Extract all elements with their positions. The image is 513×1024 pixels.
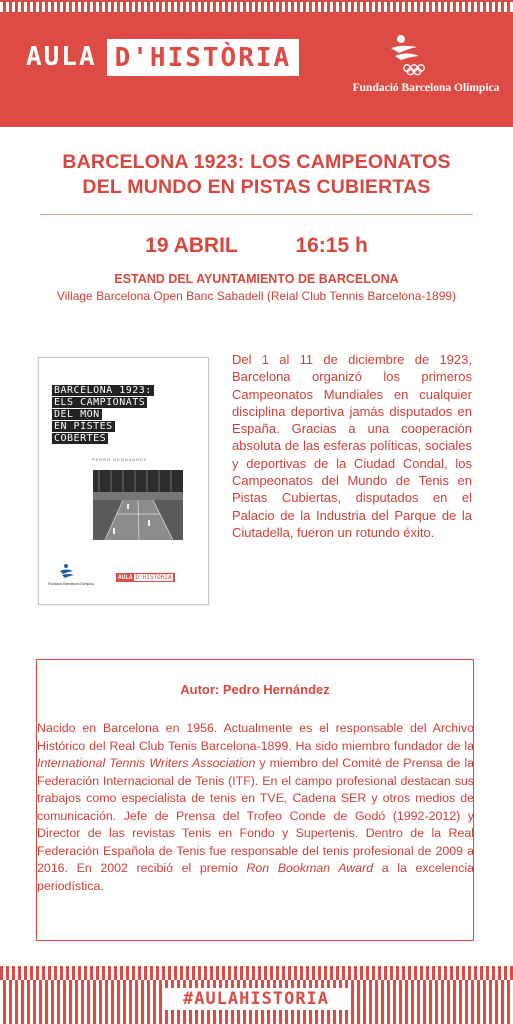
book-cover-photo (93, 470, 183, 540)
event-title (20, 150, 493, 200)
book-title-line: DEL MÓN (54, 409, 100, 420)
book-title-line: ELS CAMPIONATS (54, 397, 146, 408)
event-title-line-2: DEL MUNDO EN PISTAS CUBIERTAS (82, 176, 431, 198)
dotted-border-top (0, 0, 513, 14)
event-description: Del 1 al 11 de diciembre de 1923, Barcelona organizó los primeros Campeonatos Mundiales en cualquier disciplina deportiva jamás disputados en España. Gracias a una cooperación absoluta de las esferas políticas, sociales y deportivas de la Ciudad Condal, los Campeonatos del Mundo de Tenis en Pistas Cubiertas, disputados en el Palacio de la Industria del Parque de la Ciutadella, fueron un rotundo éxito. (232, 352, 472, 540)
aula-historia-logo (26, 40, 299, 74)
book-title (52, 385, 154, 445)
event-venue: ESTAND DEL AYUNTAMIENTO DE BARCELONA (114, 272, 399, 286)
event-time: 16:15 h (295, 234, 368, 257)
book-foundation-name: Fundació Barcelona Olímpica (48, 582, 94, 586)
hashtag-label: #AULAHISTORIA (163, 988, 349, 1010)
bio-text-2: y miembro del Comité de Prensa de la Federación Internacional de Tenis (ITF). En el campo profesional destacan sus trabajos como especialista de tenis en TVE, Cadena SER y otros medios de comunicación. Jefe de Prensa del Trofeo Conde de Godó (1992-2012) y Director de las revistas Tenis en Fondo y Supertenis. Dentro de la Real Federación Española de Tenis fue responsable del tenis profesional de 2009 a 2016. En 2002 recibió el premio (37, 756, 474, 875)
bio-text-1: Nacido en Barcelona en 1956. Actualmente es el responsable del Archivo Histórico del Real Club Tenis Barcelona-1899. Ha sido miembro fundador de la (37, 721, 474, 753)
event-title-line-1: BARCELONA 1923: LOS CAMPEONATOS (62, 151, 451, 173)
foundation-name: Fundació Barcelona Olímpica (352, 82, 500, 94)
author-bio (37, 720, 474, 895)
event-date: 19 ABRIL (145, 234, 238, 257)
bio-association: International Tennis Writers Association (37, 756, 256, 770)
book-historia-label: D'HISTÒRIA (135, 574, 172, 581)
aula-label: AULA (26, 42, 97, 72)
event-venue-detail: Village Barcelona Open Banc Sabadell (Reial Club Tennis Barcelona-1899) (56, 289, 457, 303)
book-title-line: BARCELONA 1923: (54, 385, 152, 396)
bio-text-3: a la excelencia periodística. (37, 861, 474, 893)
book-foundation-logo-icon (57, 563, 79, 581)
book-title-line: EN PISTES (54, 421, 113, 432)
event-datetime (0, 234, 513, 258)
book-author: PEDRO HERNÁNDEZ (92, 457, 148, 462)
book-aula-label: AULA (118, 574, 133, 581)
bio-award: Ron Bookman Award (246, 861, 374, 875)
dotted-border-bottom (0, 966, 513, 980)
book-aula-badge (116, 573, 175, 582)
divider (40, 214, 473, 215)
book-title-line: COBERTES (54, 433, 107, 444)
historia-label: D'HISTÒRIA (107, 39, 300, 76)
olympic-foundation-logo-icon (385, 34, 435, 78)
author-heading: Autor: Pedro Hernández (180, 682, 330, 697)
